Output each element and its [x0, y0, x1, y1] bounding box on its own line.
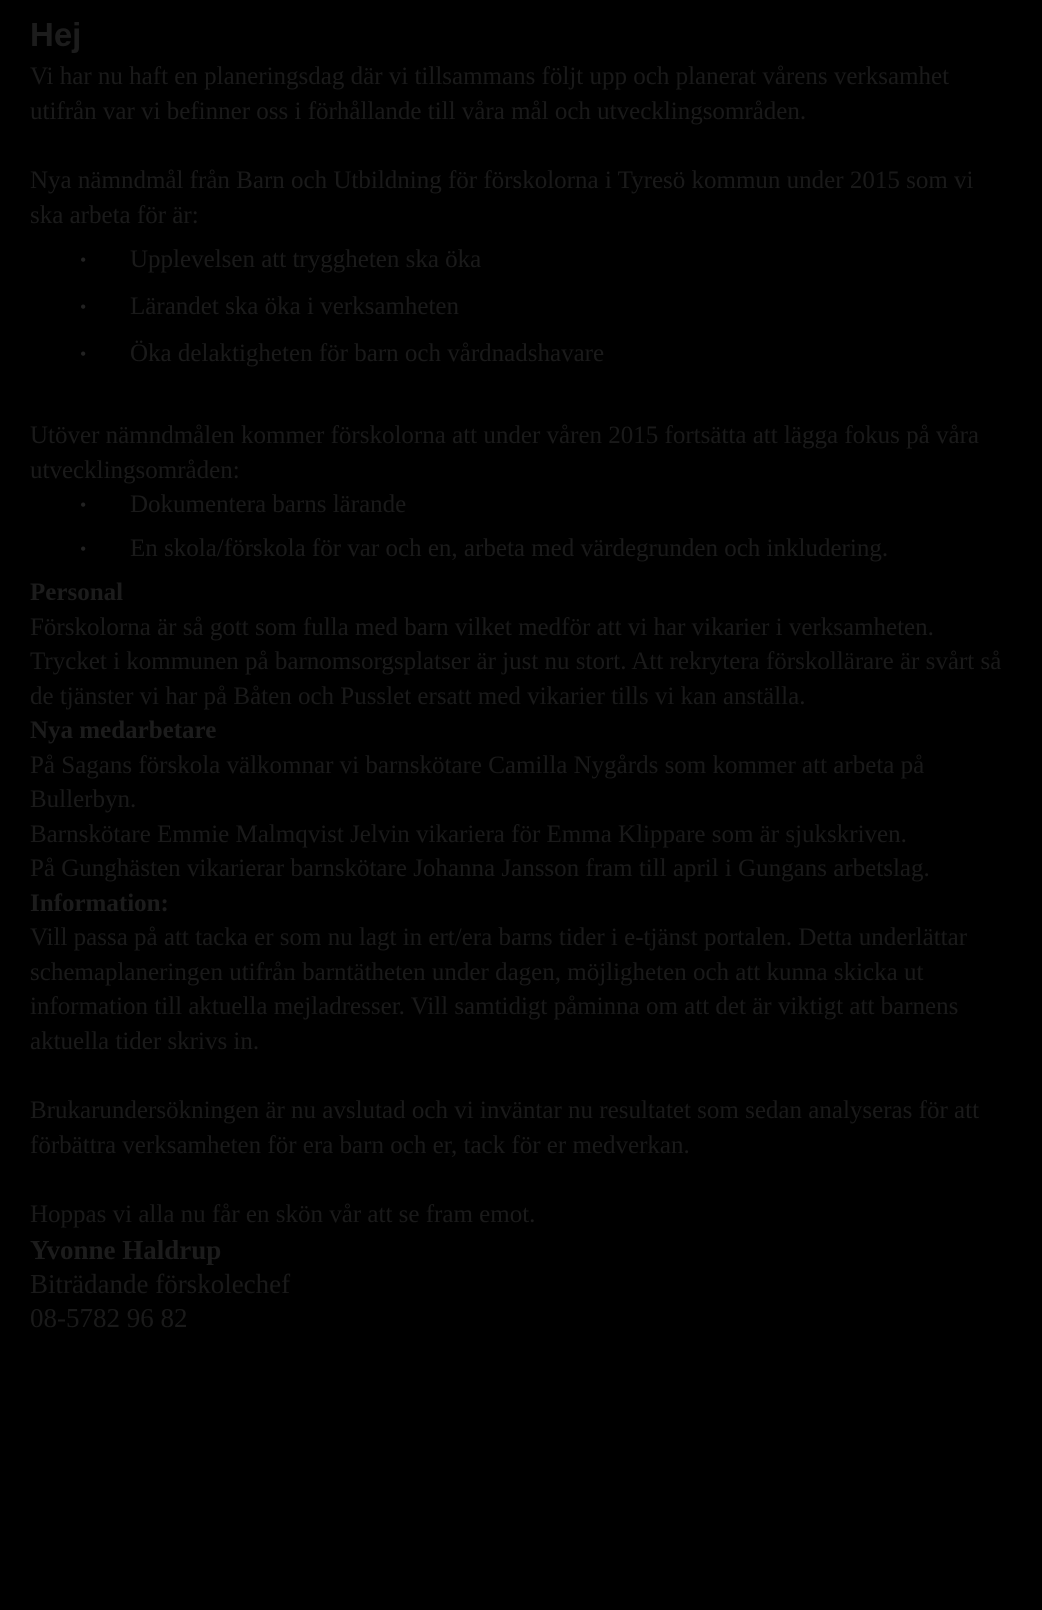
new-staff-paragraph: På Sagans förskola välkomnar vi barnskötare Camilla Nygårds som kommer att arbeta på Bullerbyn.: [30, 751, 925, 813]
spacer: [30, 384, 1010, 419]
closing-paragraph: Hoppas vi alla nu får en skön vår att se fram emot.: [30, 1201, 536, 1228]
bullet-icon: •: [80, 250, 87, 270]
survey-paragraph: Brukarundersökningen är nu avslutad och vi inväntar nu resultatet som sedan analyseras för att förbättra verksamheten för era barn och er, tack för er medverkan.: [30, 1097, 980, 1159]
list-item: • Lärandet ska öka i verksamheten: [30, 290, 1010, 324]
areas-intro-paragraph: Utöver nämndmålen kommer förskolorna att under våren 2015 fortsätta att lägga fokus på våra utvecklingsområden:: [30, 422, 979, 484]
signature-title: Biträdande förskolechef: [30, 1268, 291, 1299]
information-heading: Information:: [30, 889, 169, 917]
list-item: • Upplevelsen att tryggheten ska öka: [30, 243, 1010, 277]
new-staff-paragraph: På Gunghästen vikarierar barnskötare Johanna Jansson fram till april i Gungans arbetslag.: [30, 855, 930, 882]
areas-list: [30, 488, 1010, 566]
list-item: • Dokumentera barns lärande: [30, 488, 1010, 522]
spacer: [30, 233, 1010, 243]
list-item: • En skola/förskola för var och en, arbeta med värdegrunden och inkludering.: [30, 532, 1010, 566]
signature-phone: 08-5782 96 82: [30, 1302, 188, 1333]
spacer: [30, 129, 1010, 164]
bullet-icon: •: [80, 495, 87, 515]
bullet-icon: •: [80, 539, 87, 559]
goals-intro-paragraph: Nya nämndmål från Barn och Utbildning för förskolorna i Tyresö kommun under 2015 som vi ska arbeta för är:: [30, 167, 974, 229]
new-staff-heading: Nya medarbetare: [30, 717, 217, 744]
list-item: • Öka delaktigheten för barn och vårdnadshavare: [30, 337, 1010, 371]
personal-paragraph: Förskolorna är så gott som fulla med barn vilket medför att vi har vikarier i verksamheten. Trycket i kommunen på barnomsorgsplatser är just nu stort. Att rekrytera förskollärare är svårt så de tjänster vi har på Båten och Pusslet ersatt med vikarier tills vi kan anställa.: [30, 613, 1002, 710]
new-staff-paragraph: Barnskötare Emmie Malmqvist Jelvin vikariera för Emma Klippare som är sjukskriven.: [30, 820, 907, 848]
goals-list: [30, 243, 1010, 371]
greeting-heading: Hej: [30, 16, 82, 53]
spacer: [30, 1163, 1010, 1198]
intro-paragraph: Vi har nu haft en planeringsdag där vi tillsammans följt upp och planerat vårens verksamhet utifrån var vi befinner oss i förhållande till våra mål och utvecklingsområden.: [30, 63, 950, 125]
bullet-icon: •: [80, 297, 87, 317]
personal-heading: Personal: [30, 579, 124, 606]
information-paragraph: Vill passa på att tacka er som nu lagt in ert/era barns tider i e-tjänst portalen. Detta underlättar schemaplaneringen utifrån barntätheten under dagen, möjligheten och att kunna skicka ut information till aktuella mejladresser. Vill samtidigt påminna om att det är viktigt att barnens aktuella tider skrivs in.: [30, 924, 968, 1055]
signature-name: Yvonne Haldrup: [30, 1234, 222, 1265]
spacer: [30, 1059, 1010, 1094]
letter: [30, 14, 1010, 1335]
bullet-icon: •: [80, 344, 87, 364]
